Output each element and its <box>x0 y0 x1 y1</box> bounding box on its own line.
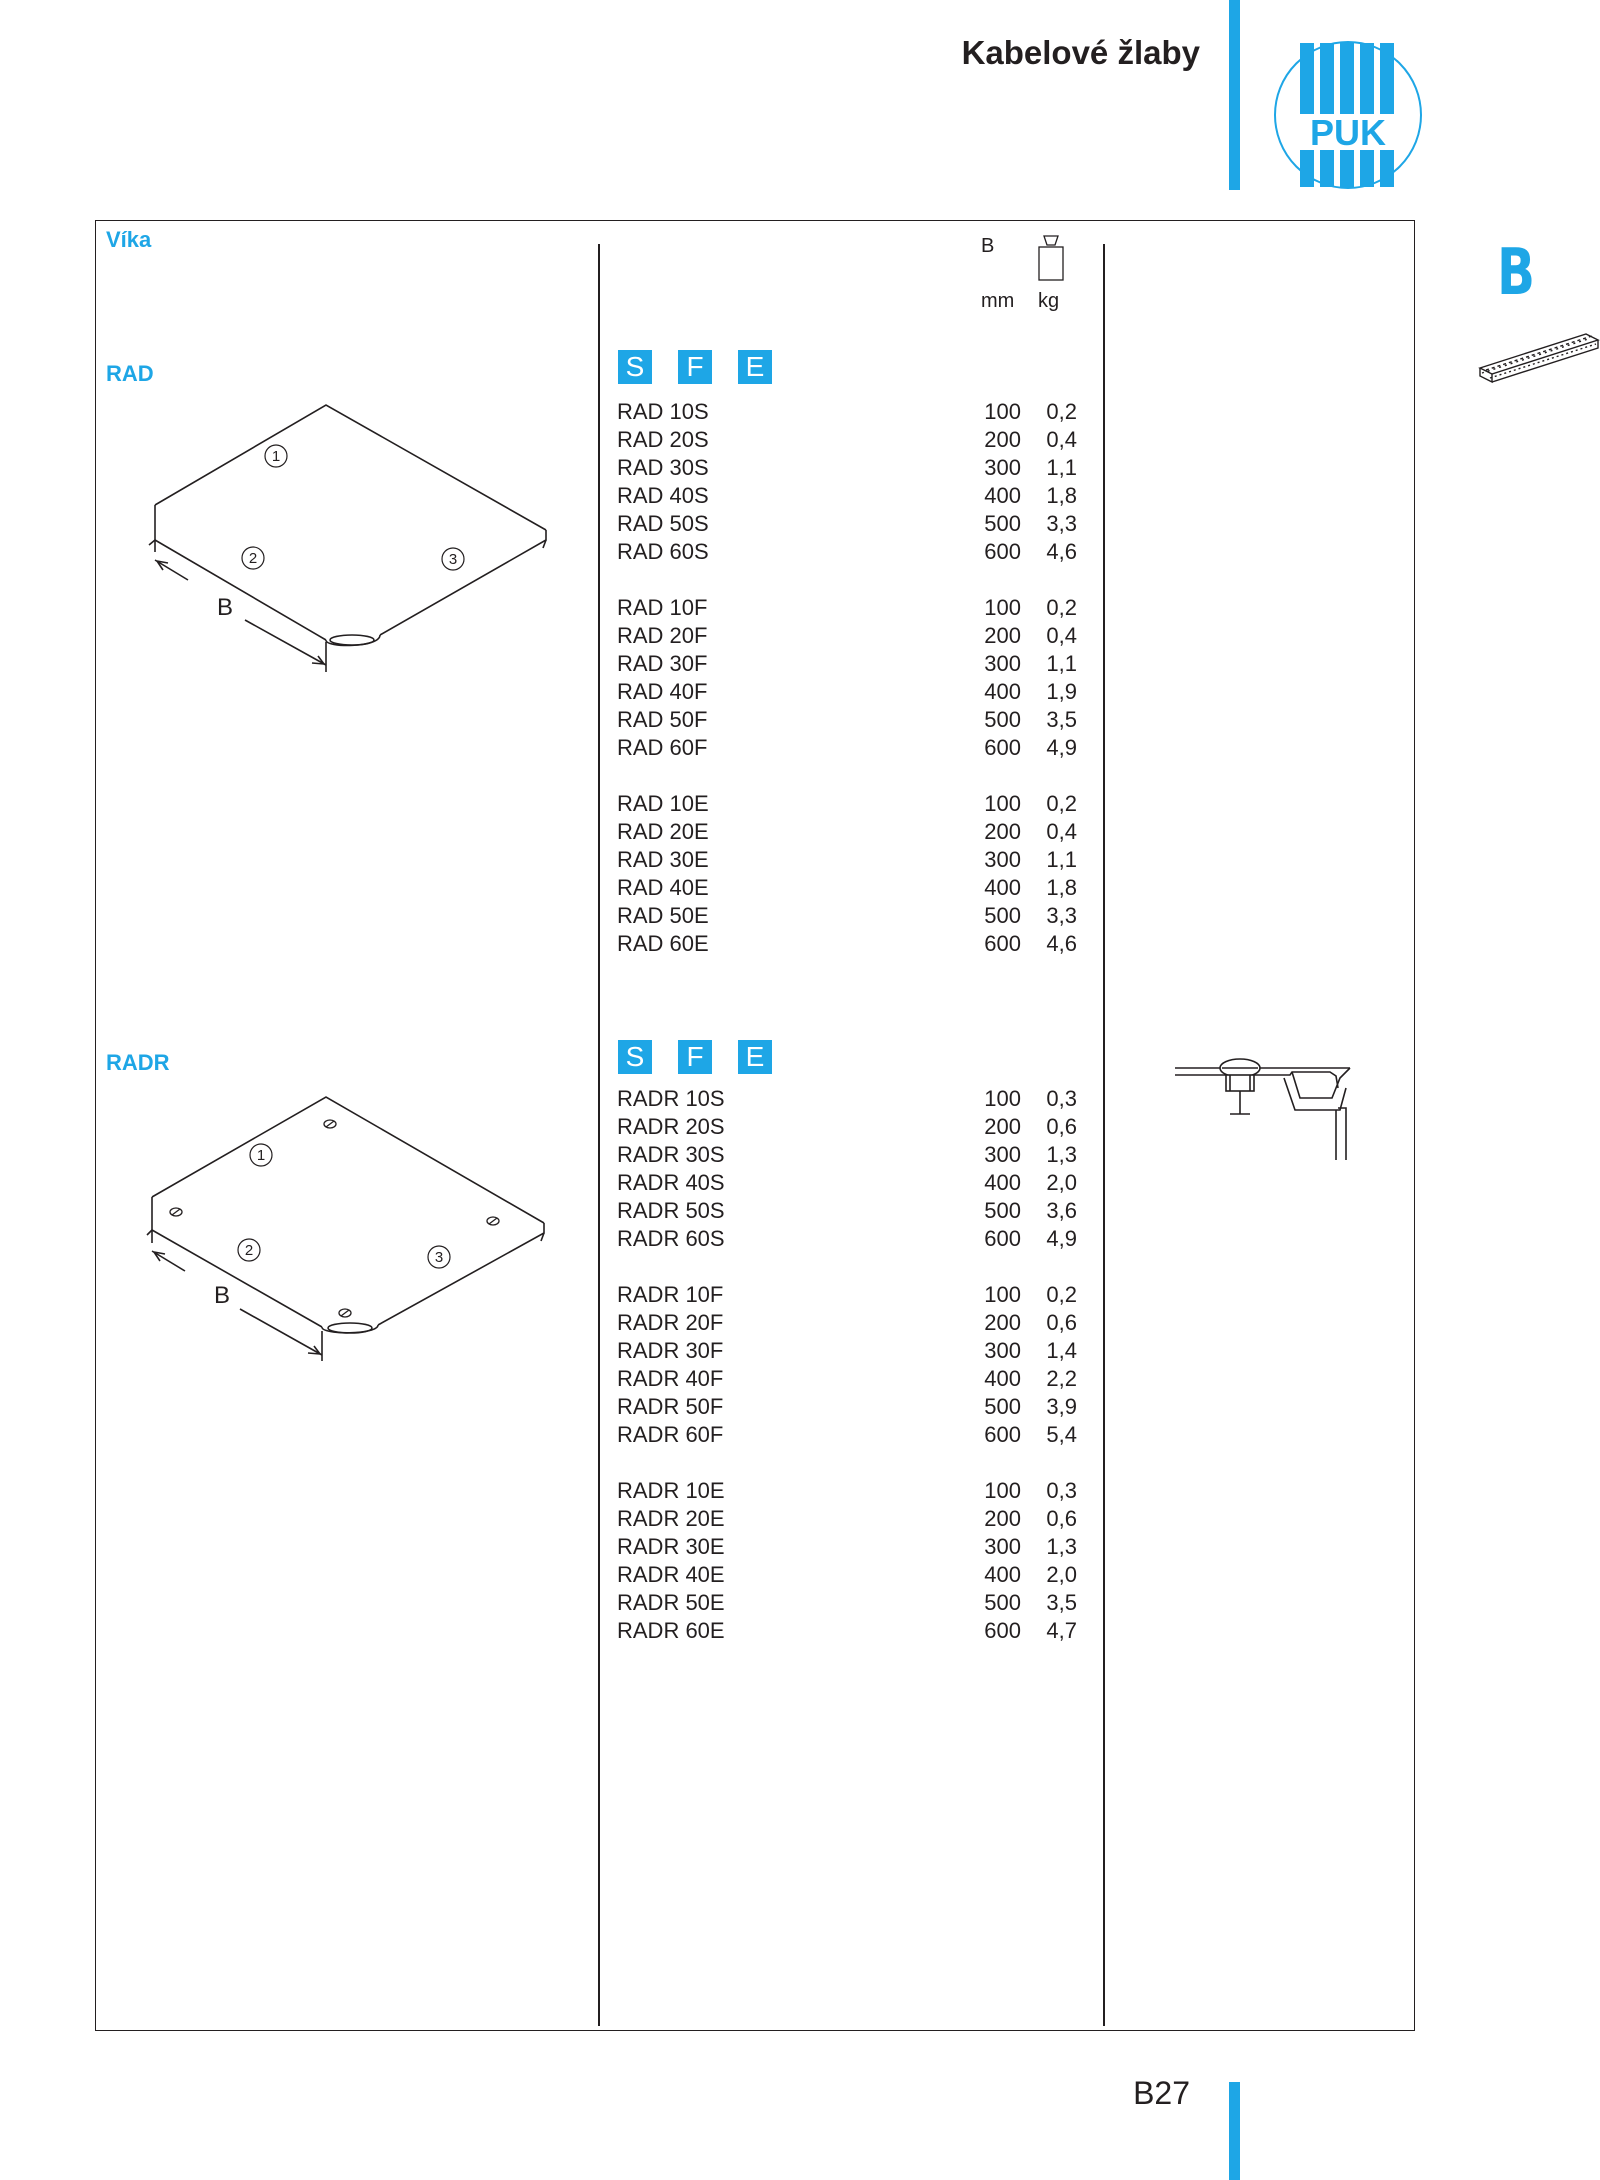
table-row: RAD 10F 100 0,2 <box>617 595 1077 620</box>
table-row: RADR 40S 400 2,0 <box>617 1170 1077 1195</box>
table-row: RADR 20S 200 0,6 <box>617 1114 1077 1139</box>
table-row: RADR 30E 300 1,3 <box>617 1534 1077 1559</box>
grade-badge-s: S <box>618 350 652 384</box>
drawing-label-b: B <box>213 1282 231 1309</box>
grade-badge-s: S <box>618 1040 652 1074</box>
cable-tray-icon <box>1476 326 1600 392</box>
radr-group-f <box>617 1281 1087 1449</box>
radr-group-s <box>617 1085 1087 1253</box>
column-b-label: B <box>981 235 995 257</box>
table-row: RAD 60F 600 4,9 <box>617 735 1077 760</box>
radr-cover-drawing <box>140 1085 560 1375</box>
table-row: RADR 60F 600 5,4 <box>617 1422 1077 1447</box>
page-title: Kabelové žlaby <box>961 34 1200 71</box>
column-b-unit: mm <box>981 290 1015 312</box>
table-row: RADR 10F 100 0,2 <box>617 1282 1077 1307</box>
table-row: RAD 60S 600 4,6 <box>617 539 1077 564</box>
table-row: RAD 50S 500 3,3 <box>617 511 1077 536</box>
table-row: RAD 20S 200 0,4 <box>617 427 1077 452</box>
footer-accent-bar <box>1229 2082 1240 2180</box>
table-row: RADR 30S 300 1,3 <box>617 1142 1077 1167</box>
table-row: RAD 30S 300 1,1 <box>617 455 1077 480</box>
logo-text: PUK <box>1309 112 1387 153</box>
table-row: RADR 20F 200 0,6 <box>617 1310 1077 1335</box>
grade-badge-e: E <box>738 1040 772 1074</box>
puk-logo <box>1268 40 1428 190</box>
rad-group-e <box>617 790 1087 958</box>
table-row: RADR 10S 100 0,3 <box>617 1086 1077 1111</box>
radr-group-e <box>617 1477 1087 1645</box>
product-name-radr: RADR <box>106 1050 170 1075</box>
rad-cover-drawing <box>140 390 560 680</box>
table-row: RAD 10S 100 0,2 <box>617 399 1077 424</box>
side-tab-letter: B <box>1497 236 1536 310</box>
header-accent-bar <box>1229 0 1240 190</box>
table-row: RAD 30E 300 1,1 <box>617 847 1077 872</box>
table-row: RADR 50S 500 3,6 <box>617 1198 1077 1223</box>
drawing-label-2: 2 <box>248 550 258 567</box>
grade-badge-f: F <box>678 350 712 384</box>
table-row: RAD 40E 400 1,8 <box>617 875 1077 900</box>
table-row: RAD 60E 600 4,6 <box>617 931 1077 956</box>
product-name-rad: RAD <box>106 361 154 386</box>
grade-badge-f: F <box>678 1040 712 1074</box>
column-divider-left <box>598 244 600 2026</box>
section-title: Víka <box>106 227 152 252</box>
weight-icon <box>1036 233 1066 283</box>
drawing-label-2: 2 <box>244 1242 254 1259</box>
table-row: RAD 10E 100 0,2 <box>617 791 1077 816</box>
rad-group-s <box>617 398 1087 566</box>
radr-fastening-detail <box>1170 1048 1370 1163</box>
table-row: RAD 50F 500 3,5 <box>617 707 1077 732</box>
column-kg-unit: kg <box>1038 290 1060 312</box>
rad-group-f <box>617 594 1087 762</box>
drawing-label-3: 3 <box>434 1249 444 1266</box>
page-number: B27 <box>1133 2075 1190 2111</box>
table-row: RAD 40S 400 1,8 <box>617 483 1077 508</box>
table-row: RADR 20E 200 0,6 <box>617 1506 1077 1531</box>
drawing-label-b: B <box>216 594 234 621</box>
table-row: RAD 50E 500 3,3 <box>617 903 1077 928</box>
table-row: RADR 40E 400 2,0 <box>617 1562 1077 1587</box>
drawing-label-1: 1 <box>271 448 281 465</box>
table-row: RAD 20F 200 0,4 <box>617 623 1077 648</box>
drawing-label-1: 1 <box>256 1147 266 1164</box>
table-row: RAD 30F 300 1,1 <box>617 651 1077 676</box>
drawing-label-3: 3 <box>448 551 458 568</box>
column-divider-right <box>1103 244 1105 2026</box>
grade-badge-e: E <box>738 350 772 384</box>
table-row: RADR 50E 500 3,5 <box>617 1590 1077 1615</box>
table-row: RADR 60E 600 4,7 <box>617 1618 1077 1643</box>
table-row: RAD 20E 200 0,4 <box>617 819 1077 844</box>
table-row: RADR 30F 300 1,4 <box>617 1338 1077 1363</box>
table-row: RADR 40F 400 2,2 <box>617 1366 1077 1391</box>
table-row: RADR 60S 600 4,9 <box>617 1226 1077 1251</box>
table-row: RAD 40F 400 1,9 <box>617 679 1077 704</box>
table-row: RADR 50F 500 3,9 <box>617 1394 1077 1419</box>
rad-table <box>617 398 1087 958</box>
radr-table <box>617 1085 1087 1645</box>
table-row: RADR 10E 100 0,3 <box>617 1478 1077 1503</box>
